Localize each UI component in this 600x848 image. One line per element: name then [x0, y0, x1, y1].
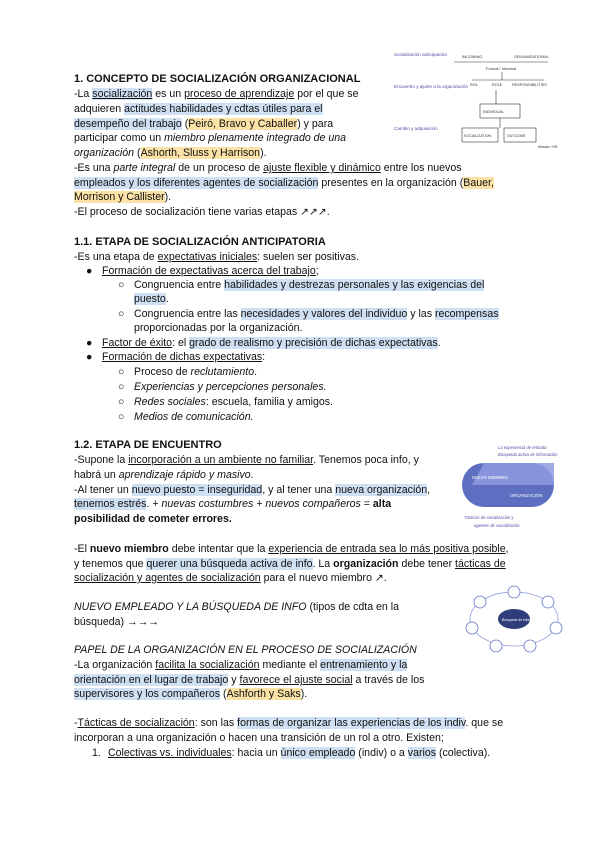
flow-box-2: SOCIALIZATION — [464, 134, 492, 138]
text: -La organización — [74, 659, 156, 671]
text: -La — [74, 88, 93, 100]
text: facilita la socialización — [155, 659, 260, 671]
text-line — [74, 190, 171, 205]
flow-row-c: RESPONSIBILITIES — [512, 83, 547, 87]
bullet-marker: ● — [86, 351, 93, 363]
text: . + — [146, 498, 162, 510]
text-line: proporcionadas por la organización. — [134, 322, 303, 334]
text-line: -El nuevo miembro debe intentar que la experiencia de entrada sea lo más positiva posible, — [74, 543, 509, 555]
highlight: habilidades y destrezas personales y las exigencias del — [224, 279, 485, 291]
text-line — [74, 600, 399, 615]
text: organización — [74, 147, 135, 159]
text: alta — [372, 498, 392, 510]
circle-bullet-marker: ○ — [118, 366, 125, 378]
text: -Al tener un — [74, 484, 132, 496]
text-line: PAPEL DE LA ORGANIZACIÓN EN EL PROCESO DE SOCIALIZACIÓN — [74, 644, 417, 656]
flow-top-b: ORGANIZATIONAL — [514, 54, 550, 59]
cycle-center-label: Búsqueda de información — [502, 618, 541, 622]
text: socialización y agentes de socialización — [74, 572, 261, 584]
text-line: incorporan a una organización o hacen una transición de un rol a otro. Existen; — [74, 732, 444, 744]
bullet-marker: ● — [86, 265, 93, 277]
highlight: orientación en el lugar de trabajo — [74, 674, 229, 686]
cycle-node — [524, 640, 536, 652]
text: habrá un — [74, 469, 119, 481]
text: Medios de comunicación. — [134, 411, 254, 423]
text: - — [74, 717, 78, 729]
cycle-node — [490, 640, 502, 652]
citation: Peiró, Bravo y Caballer — [188, 118, 298, 130]
text: : escuela, familia y amigos. — [205, 396, 334, 408]
text-line — [74, 131, 346, 146]
cycle-node — [466, 622, 478, 634]
socialization-flow-diagram — [392, 44, 562, 152]
highlight: único empleado — [280, 747, 356, 759]
text-line — [74, 557, 506, 572]
highlight: supervisores y los compañeros — [74, 688, 221, 700]
text: participar como un — [74, 132, 165, 144]
highlight: nuevo puesto = inseguridad — [131, 484, 263, 496]
text-line — [74, 571, 387, 586]
list-number: 1. — [92, 747, 101, 759]
text-line: habrá un aprendizaje rápido y masivo. — [74, 469, 254, 481]
highlight: recompensas — [434, 308, 499, 320]
text-line: búsqueda) →→→ — [74, 616, 159, 628]
text: Congruencia entre las — [134, 308, 241, 320]
text: y tenemos que — [74, 558, 147, 570]
text: tácticas de — [455, 558, 506, 570]
highlight: necesidades y valores del individuo — [240, 308, 408, 320]
text-line — [74, 176, 494, 191]
flow-row-b: ROLE — [492, 83, 503, 87]
text: . — [165, 293, 169, 305]
highlight: desempeño del trabajo — [74, 118, 182, 130]
flow-row-a: ROL — [470, 83, 478, 87]
text: nuevo miembro — [89, 543, 169, 555]
text: y — [228, 674, 240, 686]
ellipse-caption-bottom-1: Tácticas de socialización y — [464, 515, 514, 520]
info-search-cycle-diagram — [462, 584, 566, 654]
text: -Supone la — [74, 454, 129, 466]
text: debe tener — [398, 558, 456, 570]
circle-bullet-marker: ○ — [118, 411, 125, 423]
flow-left-label-1: Socialización anticipatoria — [394, 52, 447, 57]
ellipse-right-label: ORGANIZACIÓN — [510, 493, 543, 498]
text: es un — [152, 88, 185, 100]
text: parte integral — [113, 162, 176, 174]
text-line — [74, 673, 424, 688]
text-line — [74, 658, 407, 673]
text: ). — [300, 688, 308, 700]
text: . — [437, 337, 441, 349]
text: (tipos de cdta en la — [306, 601, 400, 613]
text-line: posibilidad de cometer errores. — [74, 513, 232, 525]
bullet-marker: ● — [86, 337, 93, 349]
cycle-node — [550, 622, 562, 634]
text-line: -El proceso de socialización tiene varias etapas ↗↗↗. — [74, 206, 330, 218]
text: ( — [181, 118, 189, 130]
highlight: grado de realismo y precisión de dichas expectativas — [189, 337, 438, 349]
text-line — [74, 87, 358, 102]
text-line: -Al tener un nuevo puesto = inseguridad, y al tener una nueva organización, — [74, 484, 431, 496]
highlight: actitudes habilidades y cdtas útiles para el — [124, 103, 323, 115]
text: posibilidad de cometer errores — [74, 513, 229, 525]
text: miembro plenamente integrado de una — [164, 132, 347, 144]
numbered-item — [92, 746, 490, 761]
text-line — [74, 716, 503, 731]
text: = — [360, 498, 373, 510]
bullet-item — [86, 336, 441, 351]
text: aprendizaje rápido y masivo — [118, 469, 251, 481]
text: y las — [407, 308, 435, 320]
highlight: empleados y los diferentes agentes de socialización — [74, 177, 319, 189]
text: debe intentar que la — [168, 543, 269, 555]
text: mediante el — [259, 659, 321, 671]
sub-bullet-item — [118, 380, 327, 395]
text: Experiencias y percepciones personales. — [134, 381, 327, 393]
sub-bullet-item — [118, 278, 484, 293]
citation: Ashorth, Sluss y Harrison — [140, 147, 261, 159]
text: reclutamiento — [190, 366, 255, 378]
text: expectativas iniciales — [157, 251, 258, 263]
text: : el — [172, 337, 190, 349]
text: . Tenemos poca info, y — [313, 454, 419, 466]
text: para el nuevo miembro ↗. — [260, 572, 387, 584]
text: ajuste flexible y dinámico — [263, 162, 381, 174]
flow-top-a: INCOMING — [462, 54, 483, 59]
text: entre los nuevos — [380, 162, 462, 174]
text: Tácticas de socialización — [77, 717, 195, 729]
text: Colectivas vs. individuales — [108, 747, 232, 759]
citation: Morrison y Callister — [74, 191, 165, 203]
text-line — [134, 292, 169, 307]
text-line — [74, 453, 419, 468]
text: : hacia un — [231, 747, 281, 759]
text: nuevas costumbres + nuevos compañeros — [161, 498, 361, 510]
section1-title: 1. CONCEPTO DE SOCIALIZACIÓN ORGANIZACIONAL — [74, 73, 361, 85]
flow-mid: Formal / Informal — [486, 66, 517, 71]
text: favorece el ajuste social — [239, 674, 353, 686]
highlight: nueva organización — [335, 484, 428, 496]
text: ). — [260, 147, 267, 159]
citation: Ashforth y Saks — [226, 688, 301, 700]
flow-box-3: OUTCOME — [507, 134, 526, 138]
bullet-item: ● Formación de dichas expectativas: — [86, 351, 266, 363]
text: adquieren — [74, 103, 125, 115]
highlight: varios — [407, 747, 437, 759]
text: . La — [312, 558, 334, 570]
ellipse-left-label: NUEVO MIEMBRO — [472, 475, 509, 480]
text-line — [74, 146, 267, 161]
text: Congruencia entre — [134, 279, 225, 291]
sub-bullet-item: ○ Proceso de reclutamiento. — [118, 366, 258, 378]
highlight: socialización — [92, 88, 153, 100]
text: Formación de expectativas acerca del trabajo — [102, 265, 316, 277]
text: a través de los — [352, 674, 425, 686]
ellipse-overlay — [472, 463, 554, 485]
section11-title: 1.1. ETAPA DE SOCIALIZACIÓN ANTICIPATORIA — [74, 236, 326, 248]
text: : suelen ser positivas. — [257, 251, 360, 263]
text: incorporación a un ambiente no familiar — [128, 454, 314, 466]
circle-bullet-marker: ○ — [118, 396, 125, 408]
citation: Bauer, — [463, 177, 494, 189]
text: Factor de éxito — [102, 337, 173, 349]
sub-bullet-item — [118, 395, 333, 410]
flow-box-1: INDIVIDUAL — [483, 110, 505, 114]
entry-experience-diagram — [458, 443, 566, 531]
text: -El — [74, 543, 90, 555]
highlight: formas de organizar las experiencias de los indiv — [237, 717, 466, 729]
text: . que se — [465, 717, 504, 729]
text-line — [74, 497, 391, 512]
text: presentes en la organización ( — [318, 177, 464, 189]
text: -Es una — [74, 162, 114, 174]
text: : son las — [194, 717, 238, 729]
text: , y al tener una — [262, 484, 336, 496]
cycle-node — [508, 586, 520, 598]
text: ( — [220, 688, 227, 700]
circle-bullet-marker: ○ — [118, 381, 125, 393]
text-line — [74, 250, 359, 265]
text: de un proceso de — [175, 162, 264, 174]
sub-bullet-item — [118, 307, 499, 322]
sub-bullet-item — [118, 410, 254, 425]
highlight: tenemos estrés — [74, 498, 147, 510]
cycle-node — [542, 596, 554, 608]
text: Proceso de — [134, 366, 191, 378]
circle-bullet-marker: ○ — [118, 279, 125, 291]
cycle-node — [474, 596, 486, 608]
flow-note: Mosaic / HR — [538, 145, 558, 149]
text: (indiv) o a — [355, 747, 408, 759]
text: ) y para — [297, 118, 334, 130]
ellipse-caption-top-1: La experiencia de entrada — [498, 445, 547, 450]
text: ( — [134, 147, 141, 159]
bullet-item: ● Formación de expectativas acerca del trabajo; — [86, 265, 319, 277]
ellipse-caption-top-2: Búsqueda activa de información — [498, 452, 558, 457]
text: experiencia de entrada sea lo más positiva posible — [268, 543, 506, 555]
text-line — [74, 117, 333, 132]
text: por el que se — [294, 88, 359, 100]
circle-bullet-marker: ○ — [118, 308, 125, 320]
text-line — [74, 161, 462, 176]
text-line — [74, 102, 323, 117]
section12-title: 1.2. ETAPA DE ENCUENTRO — [74, 439, 222, 451]
text: -Es una etapa de — [74, 251, 158, 263]
highlight: querer una búsqueda activa de info — [146, 558, 313, 570]
text: ). — [164, 191, 172, 203]
highlight: puesto — [134, 293, 166, 305]
text: NUEVO EMPLEADO Y LA BÚSQUEDA DE INFO — [74, 601, 307, 613]
text-line — [74, 687, 307, 702]
flow-left-label-2: Encuentro y ajuste a la organización — [394, 84, 469, 89]
flow-left-label-3: Cambio y adquisición — [394, 126, 438, 131]
text: Redes sociales — [134, 396, 206, 408]
ellipse-caption-bottom-2: agentes de socialización — [474, 523, 520, 528]
highlight: entrenamiento y la — [320, 659, 408, 671]
text: (colectiva). — [436, 747, 491, 759]
text: proceso de aprendizaje — [184, 88, 295, 100]
text: organización — [333, 558, 399, 570]
text: Formación de dichas expectativas — [102, 351, 263, 363]
